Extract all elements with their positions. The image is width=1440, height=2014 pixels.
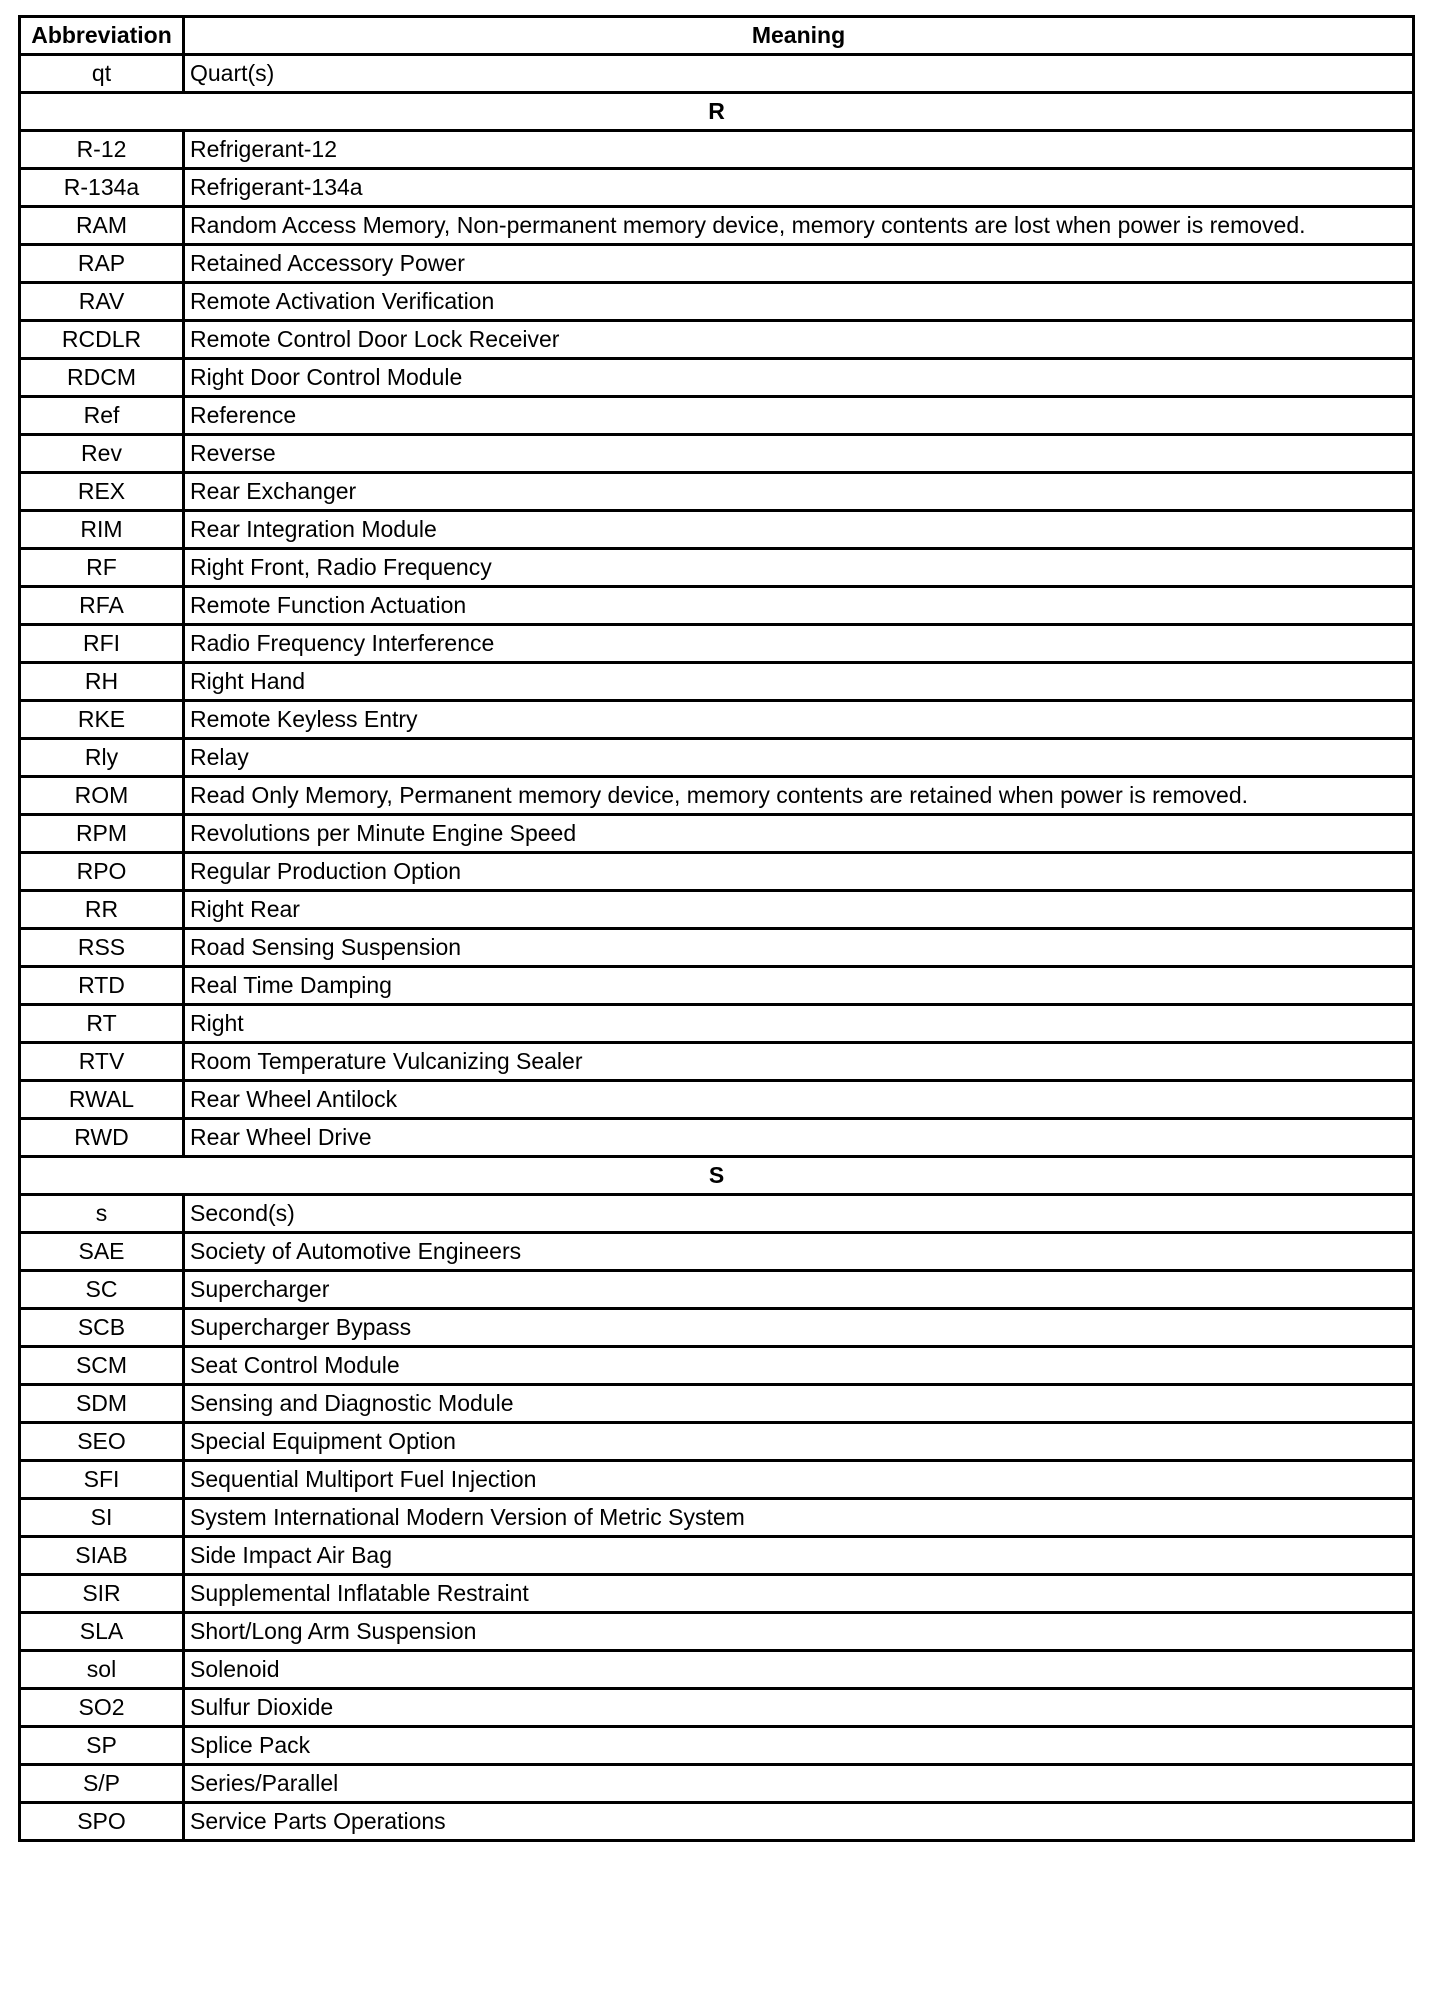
abbreviation-cell: RTV <box>20 1043 184 1081</box>
meaning-cell: Room Temperature Vulcanizing Sealer <box>184 1043 1414 1081</box>
abbreviation-cell: SCM <box>20 1347 184 1385</box>
meaning-cell: Regular Production Option <box>184 853 1414 891</box>
table-row <box>20 1309 1414 1347</box>
table-row <box>20 1195 1414 1233</box>
table-row <box>20 1423 1414 1461</box>
abbreviation-cell: SO2 <box>20 1689 184 1727</box>
meaning-cell: Road Sensing Suspension <box>184 929 1414 967</box>
section-heading: R <box>20 93 1414 131</box>
abbreviation-cell: RH <box>20 663 184 701</box>
table-row <box>20 777 1414 815</box>
table-row <box>20 1727 1414 1765</box>
section-row <box>20 1157 1414 1195</box>
table-row <box>20 739 1414 777</box>
meaning-cell: Sequential Multiport Fuel Injection <box>184 1461 1414 1499</box>
abbreviation-cell: R-134a <box>20 169 184 207</box>
table-row <box>20 131 1414 169</box>
meaning-cell: Reverse <box>184 435 1414 473</box>
abbreviation-cell: RFI <box>20 625 184 663</box>
abbreviation-cell: RAV <box>20 283 184 321</box>
meaning-cell: Right <box>184 1005 1414 1043</box>
meaning-cell: Refrigerant-12 <box>184 131 1414 169</box>
table-row <box>20 1233 1414 1271</box>
table-row <box>20 1651 1414 1689</box>
meaning-cell: Second(s) <box>184 1195 1414 1233</box>
abbreviation-cell: RPO <box>20 853 184 891</box>
table-row <box>20 1461 1414 1499</box>
abbreviation-cell: RR <box>20 891 184 929</box>
abbreviation-cell: SEO <box>20 1423 184 1461</box>
abbreviation-cell: RAP <box>20 245 184 283</box>
abbreviation-cell: RCDLR <box>20 321 184 359</box>
abbreviation-cell: RDCM <box>20 359 184 397</box>
table-row <box>20 283 1414 321</box>
table-row <box>20 929 1414 967</box>
table-row <box>20 587 1414 625</box>
abbreviation-cell: qt <box>20 55 184 93</box>
meaning-cell: Sulfur Dioxide <box>184 1689 1414 1727</box>
meaning-cell: Supplemental Inflatable Restraint <box>184 1575 1414 1613</box>
abbreviation-cell: SFI <box>20 1461 184 1499</box>
table-row <box>20 397 1414 435</box>
table-row <box>20 625 1414 663</box>
abbreviation-table <box>18 15 1415 1842</box>
abbreviation-cell: RSS <box>20 929 184 967</box>
table-row <box>20 359 1414 397</box>
abbreviation-cell: RWAL <box>20 1081 184 1119</box>
table-row <box>20 55 1414 93</box>
abbreviation-cell: RT <box>20 1005 184 1043</box>
table-body <box>20 55 1414 1841</box>
abbreviation-cell: REX <box>20 473 184 511</box>
abbreviation-cell: RTD <box>20 967 184 1005</box>
meaning-cell: Special Equipment Option <box>184 1423 1414 1461</box>
abbreviation-cell: SDM <box>20 1385 184 1423</box>
meaning-cell: Remote Control Door Lock Receiver <box>184 321 1414 359</box>
meaning-cell: Solenoid <box>184 1651 1414 1689</box>
meaning-cell: Remote Activation Verification <box>184 283 1414 321</box>
abbreviation-cell: SAE <box>20 1233 184 1271</box>
table-row <box>20 853 1414 891</box>
meaning-cell: Revolutions per Minute Engine Speed <box>184 815 1414 853</box>
table-row <box>20 1271 1414 1309</box>
table-row <box>20 1613 1414 1651</box>
meaning-cell: Service Parts Operations <box>184 1803 1414 1841</box>
abbreviation-cell: Rev <box>20 435 184 473</box>
meaning-cell: Rear Wheel Antilock <box>184 1081 1414 1119</box>
header-meaning: Meaning <box>184 17 1414 55</box>
abbreviation-cell: RAM <box>20 207 184 245</box>
meaning-cell: Remote Function Actuation <box>184 587 1414 625</box>
meaning-cell: Splice Pack <box>184 1727 1414 1765</box>
meaning-cell: Rear Wheel Drive <box>184 1119 1414 1157</box>
abbreviation-cell: sol <box>20 1651 184 1689</box>
meaning-cell: Refrigerant-134a <box>184 169 1414 207</box>
abbreviation-cell: RF <box>20 549 184 587</box>
meaning-cell: Series/Parallel <box>184 1765 1414 1803</box>
table-row <box>20 1537 1414 1575</box>
table-row <box>20 663 1414 701</box>
table-row <box>20 1119 1414 1157</box>
table-row <box>20 1689 1414 1727</box>
header-abbreviation: Abbreviation <box>20 17 184 55</box>
table-row <box>20 169 1414 207</box>
abbreviation-cell: SPO <box>20 1803 184 1841</box>
table-row <box>20 1347 1414 1385</box>
table-row <box>20 549 1414 587</box>
table-row <box>20 321 1414 359</box>
abbreviation-cell: SIR <box>20 1575 184 1613</box>
table-row <box>20 1575 1414 1613</box>
abbreviation-cell: RWD <box>20 1119 184 1157</box>
table-row <box>20 1499 1414 1537</box>
table-row <box>20 473 1414 511</box>
meaning-cell: Quart(s) <box>184 55 1414 93</box>
meaning-cell: Rear Exchanger <box>184 473 1414 511</box>
abbreviation-cell: RFA <box>20 587 184 625</box>
table-row <box>20 1005 1414 1043</box>
table-row <box>20 245 1414 283</box>
abbreviation-cell: RKE <box>20 701 184 739</box>
table-row <box>20 1385 1414 1423</box>
meaning-cell: Retained Accessory Power <box>184 245 1414 283</box>
meaning-cell: Society of Automotive Engineers <box>184 1233 1414 1271</box>
table-row <box>20 435 1414 473</box>
abbreviation-cell: SCB <box>20 1309 184 1347</box>
meaning-cell: Side Impact Air Bag <box>184 1537 1414 1575</box>
abbreviation-cell: SC <box>20 1271 184 1309</box>
abbreviation-cell: SI <box>20 1499 184 1537</box>
meaning-cell: Relay <box>184 739 1414 777</box>
abbreviation-cell: RPM <box>20 815 184 853</box>
abbreviation-cell: RIM <box>20 511 184 549</box>
meaning-cell: Supercharger Bypass <box>184 1309 1414 1347</box>
meaning-cell: Random Access Memory, Non-permanent memory device, memory contents are lost when power is removed. <box>184 207 1414 245</box>
meaning-cell: Right Front, Radio Frequency <box>184 549 1414 587</box>
abbreviation-cell: ROM <box>20 777 184 815</box>
table-row <box>20 701 1414 739</box>
table-row <box>20 1081 1414 1119</box>
section-row <box>20 93 1414 131</box>
meaning-cell: Short/Long Arm Suspension <box>184 1613 1414 1651</box>
abbreviation-cell: s <box>20 1195 184 1233</box>
abbreviation-cell: SP <box>20 1727 184 1765</box>
table-row <box>20 815 1414 853</box>
meaning-cell: Real Time Damping <box>184 967 1414 1005</box>
meaning-cell: Right Door Control Module <box>184 359 1414 397</box>
meaning-cell: Right Rear <box>184 891 1414 929</box>
meaning-cell: Right Hand <box>184 663 1414 701</box>
meaning-cell: Read Only Memory, Permanent memory device, memory contents are retained when power is removed. <box>184 777 1414 815</box>
abbreviation-cell: R-12 <box>20 131 184 169</box>
table-row <box>20 511 1414 549</box>
abbreviation-cell: SIAB <box>20 1537 184 1575</box>
meaning-cell: Remote Keyless Entry <box>184 701 1414 739</box>
table-row <box>20 891 1414 929</box>
meaning-cell: Seat Control Module <box>184 1347 1414 1385</box>
abbreviation-cell: S/P <box>20 1765 184 1803</box>
table-row <box>20 1803 1414 1841</box>
meaning-cell: System International Modern Version of Metric System <box>184 1499 1414 1537</box>
abbreviation-cell: Ref <box>20 397 184 435</box>
meaning-cell: Supercharger <box>184 1271 1414 1309</box>
table-header-row <box>20 17 1414 55</box>
meaning-cell: Rear Integration Module <box>184 511 1414 549</box>
abbreviation-cell: Rly <box>20 739 184 777</box>
meaning-cell: Sensing and Diagnostic Module <box>184 1385 1414 1423</box>
table-row <box>20 207 1414 245</box>
table-row <box>20 1043 1414 1081</box>
meaning-cell: Reference <box>184 397 1414 435</box>
meaning-cell: Radio Frequency Interference <box>184 625 1414 663</box>
abbreviation-cell: SLA <box>20 1613 184 1651</box>
table-row <box>20 967 1414 1005</box>
section-heading: S <box>20 1157 1414 1195</box>
table-row <box>20 1765 1414 1803</box>
